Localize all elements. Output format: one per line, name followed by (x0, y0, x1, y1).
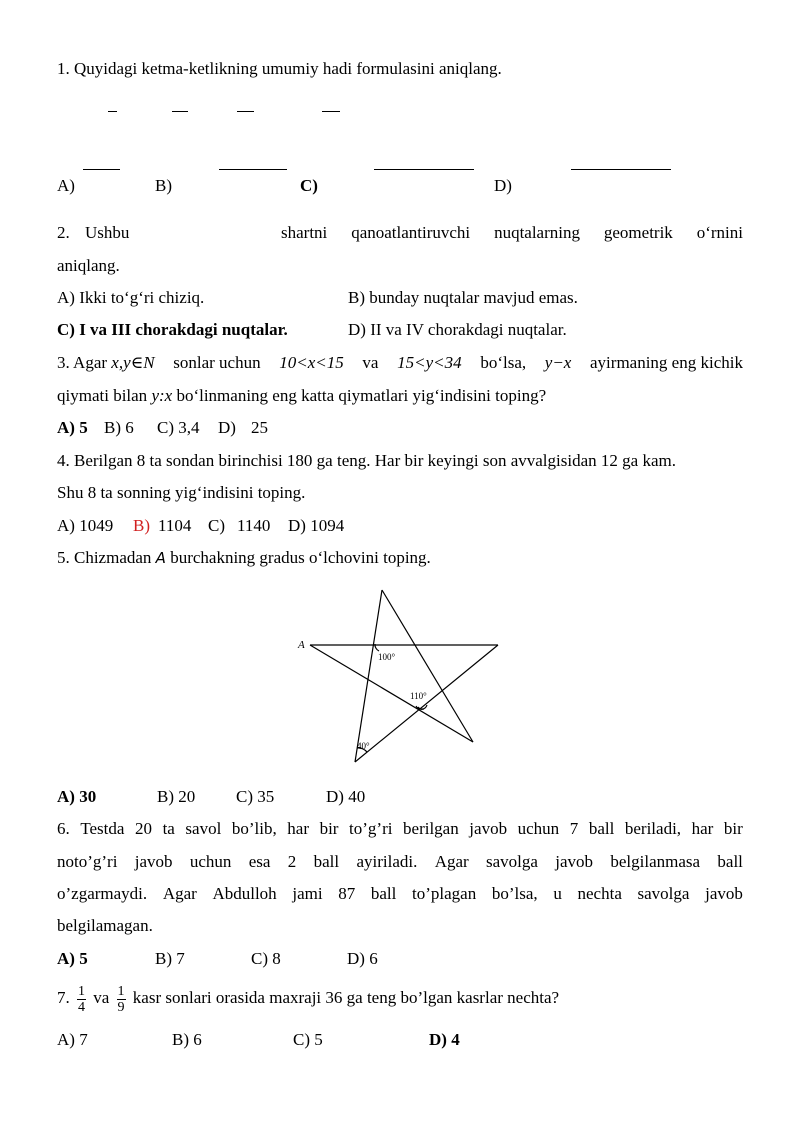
q2-word: shartni (281, 223, 328, 242)
q6-line1 (57, 818, 743, 840)
q3-cond1: 10<x<15 (279, 353, 344, 372)
fraction-denominator: 4 (78, 999, 85, 1015)
q2-number: 2. (57, 223, 70, 242)
q6-word: berilgan (403, 819, 459, 838)
q6-word: to’g’ri (349, 819, 393, 838)
q6-word: 2 (287, 852, 297, 871)
fraction-numerator: 1 (117, 983, 125, 999)
q5-before: 5. Chizmadan (57, 548, 152, 567)
angle-label-110: 110° (410, 691, 427, 701)
q6-word: har (691, 819, 714, 838)
q2-word: qanoatlantiruvchi (351, 223, 471, 242)
q2-word: geometrik (603, 223, 673, 242)
q4-option-a: A) 1049 (57, 516, 114, 535)
q6-word: Abdulloh (212, 884, 277, 903)
q6-word: savol (185, 819, 222, 838)
q6-option-c: C) 8 (251, 949, 281, 968)
q2-word: Ushbu (85, 223, 130, 242)
q3-option-d-value: 25 (251, 418, 268, 437)
q3-bolsa: bo‘lsa, (480, 353, 527, 372)
q1-option-b: B) (155, 176, 172, 195)
q1-option-c: C) (300, 176, 318, 195)
q6-word: 7 (569, 819, 579, 838)
q7-fraction-2 (117, 984, 126, 1015)
q2-option-a: A) Ikki to‘g‘ri chiziq. (57, 288, 205, 307)
q2-word: o‘rnini (696, 223, 743, 242)
q4-option-c-letter: C) (208, 516, 225, 535)
q6-word: ta (162, 819, 175, 838)
fraction-denominator: 9 (117, 999, 125, 1015)
q7-option-c: C) 5 (293, 1030, 323, 1049)
q6-word: ball (717, 852, 743, 871)
q6-word: 6. (57, 819, 70, 838)
q6-line3 (57, 883, 743, 905)
q4-option-d: D) 1094 (288, 516, 345, 535)
q6-word: ball (588, 819, 615, 838)
q3-diff: y−x (544, 353, 572, 372)
fraction-numerator: 1 (78, 983, 85, 999)
q5-option-b: B) 20 (157, 787, 196, 806)
q3-line2b: bo‘linmaning eng katta qiymatlari yig‘indisini toping? (176, 386, 547, 405)
q6-word: esa (248, 852, 271, 871)
q3-va: va (362, 353, 379, 372)
angle-label-40: 40° (357, 741, 370, 751)
q1-text: 1. Quyidagi ketma-ketlikning umumiy hadi formulasini aniqlang. (57, 59, 502, 78)
q6-word: 87 (338, 884, 356, 903)
q6-option-a: A) 5 (57, 949, 88, 968)
star-edge (355, 645, 498, 762)
q4-line1: 4. Berilgan 8 ta sondan birinchisi 180 ga teng. Har bir keyingi son avvalgisidan 12 ga kam. (57, 451, 676, 470)
q6-word: savolga (486, 852, 538, 871)
q2-option-c: C) I va III chorakdagi nuqtalar. (57, 320, 288, 339)
q4-option-b-value: 1104 (158, 516, 192, 535)
q6-word: belgilanmasa (610, 852, 701, 871)
q2-option-d: D) II va IV chorakdagi nuqtalar. (348, 320, 567, 339)
q6-word: javob (705, 884, 743, 903)
q6-word: jami (292, 884, 323, 903)
q3-rest: ayirmaning eng kichik (590, 353, 743, 372)
q3-sonlar: sonlar uchun (173, 353, 261, 372)
q3-option-b: B) 6 (104, 418, 134, 437)
q2-option-b: B) bunday nuqtalar mavjud emas. (348, 288, 578, 307)
q4-option-c-value: 1140 (237, 516, 271, 535)
q6-option-d: D) 6 (347, 949, 378, 968)
q3-option-a: A) 5 (57, 418, 88, 437)
q5-option-a: A) 30 (57, 787, 97, 806)
q7-fraction-1 (77, 984, 86, 1015)
angle-label-100: 100° (378, 652, 396, 662)
q7-va: va (93, 988, 110, 1007)
q3-option-c: C) 3,4 (157, 418, 200, 437)
q6-word: Agar (434, 852, 469, 871)
q6-word: javob (469, 819, 508, 838)
q7-rest: kasr sonlari orasida maxraji 36 ga teng bo’lgan kasrlar nechta? (132, 988, 560, 1007)
q6-word: o’zgarmaydi. (57, 884, 148, 903)
q1-option-a: A) (57, 176, 75, 195)
q6-word: javob (134, 852, 173, 871)
q6-word: ball (370, 884, 397, 903)
q5-option-c: C) 35 (236, 787, 275, 806)
q3-vars: x,y∈N (111, 353, 155, 372)
q6-word: u (553, 884, 562, 903)
q6-word: bo’lib, (231, 819, 277, 838)
q6-word: bir (319, 819, 339, 838)
q5-option-d: D) 40 (326, 787, 366, 806)
q6-word: to’plagan (412, 884, 477, 903)
q6-word: 20 (135, 819, 153, 838)
q7-number: 7. (57, 988, 70, 1007)
vertex-label-a: A (298, 639, 305, 651)
q6-word: bo’lsa, (491, 884, 538, 903)
star-edge (382, 590, 473, 742)
q6-word: har (287, 819, 310, 838)
q6-word: uchun (189, 852, 232, 871)
q6-word: bir (723, 819, 743, 838)
q6-word: beriladi, (624, 819, 682, 838)
q4-line2: Shu 8 ta sonning yig‘indisini toping. (57, 483, 306, 502)
q6-option-b: B) 7 (155, 949, 185, 968)
q6-last: belgilamagan. (57, 916, 153, 935)
q3-option-d: D) (218, 418, 236, 437)
q5-after: burchakning gradus o‘lchovini toping. (170, 548, 431, 567)
q7-option-a: A) 7 (57, 1030, 88, 1049)
q3-line2a: qiymati bilan (57, 386, 148, 405)
q6-word: uchun (517, 819, 560, 838)
q6-word: javob (555, 852, 594, 871)
q6-word: ball (313, 852, 340, 871)
q6-word: savolga (637, 884, 690, 903)
q2-word: nuqtalarning (494, 223, 580, 242)
q7-option-b: B) 6 (172, 1030, 202, 1049)
q6-word: Agar (162, 884, 197, 903)
q3-prefix-text: 3. Agar (57, 353, 108, 372)
q1-option-d: D) (494, 176, 512, 195)
q2-line2: aniqlang. (57, 256, 120, 275)
q5-var: A (155, 549, 166, 567)
q3-cond2: 15<y<34 (397, 353, 462, 372)
q7-text (57, 978, 559, 1018)
q3-ratio: y:x (151, 386, 173, 405)
q6-word: Testda (80, 819, 125, 838)
q6-word: ayiriladi. (356, 852, 418, 871)
q6-word: noto’g’ri (57, 852, 118, 871)
q4-option-b-letter: B) (133, 516, 150, 535)
q7-option-d: D) 4 (429, 1030, 460, 1049)
star-edge (355, 590, 382, 762)
q6-word: nechta (577, 884, 622, 903)
q6-line2 (57, 851, 743, 873)
